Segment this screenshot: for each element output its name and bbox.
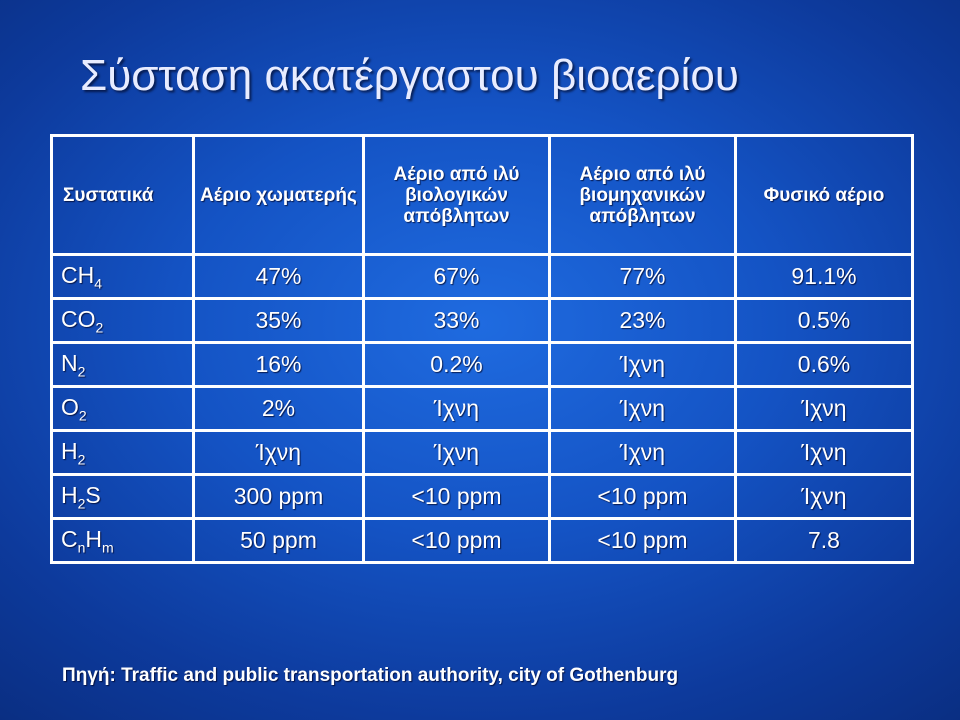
- page-title: Σύσταση ακατέργαστου βιοαερίου: [80, 51, 739, 100]
- component-name: $O_2$: [52, 387, 194, 431]
- value-cell: <10 ppm: [364, 519, 550, 563]
- header-components: Συστατικά: [52, 136, 194, 255]
- value-cell: 50 ppm: [194, 519, 364, 563]
- value-cell: 7.8: [736, 519, 913, 563]
- value-cell: 77%: [550, 255, 736, 299]
- value-cell: 23%: [550, 299, 736, 343]
- composition-table: [50, 134, 914, 564]
- table-header-row: [52, 136, 913, 255]
- component-name: $C_nH_m$: [52, 519, 194, 563]
- value-cell: 0.5%: [736, 299, 913, 343]
- table-row: [52, 431, 913, 475]
- header-landfill-gas: Αέριο χωματερής: [194, 136, 364, 255]
- value-cell: 47%: [194, 255, 364, 299]
- value-cell: Ίχνη: [194, 431, 364, 475]
- table-row: [52, 299, 913, 343]
- table-row: [52, 519, 913, 563]
- value-cell: Ίχνη: [736, 475, 913, 519]
- value-cell: 0.2%: [364, 343, 550, 387]
- component-name: $H_2$: [52, 431, 194, 475]
- value-cell: 0.6%: [736, 343, 913, 387]
- value-cell: 2%: [194, 387, 364, 431]
- value-cell: <10 ppm: [550, 475, 736, 519]
- value-cell: Ίχνη: [364, 431, 550, 475]
- header-industrial-sludge-gas: Αέριο από ιλύ βιομηχανικών απόβλητων: [550, 136, 736, 255]
- header-natural-gas: Φυσικό αέριο: [736, 136, 913, 255]
- value-cell: 91.1%: [736, 255, 913, 299]
- value-cell: 67%: [364, 255, 550, 299]
- value-cell: Ίχνη: [550, 431, 736, 475]
- header-bio-sludge-gas: Αέριο από ιλύ βιολογικών απόβλητων: [364, 136, 550, 255]
- value-cell: 33%: [364, 299, 550, 343]
- value-cell: 35%: [194, 299, 364, 343]
- table-row: [52, 475, 913, 519]
- component-name: $CH_4$: [52, 255, 194, 299]
- table-row: [52, 255, 913, 299]
- component-name: $CO_2$: [52, 299, 194, 343]
- value-cell: <10 ppm: [550, 519, 736, 563]
- table-row: [52, 343, 913, 387]
- value-cell: Ίχνη: [550, 343, 736, 387]
- value-cell: 16%: [194, 343, 364, 387]
- value-cell: Ίχνη: [736, 387, 913, 431]
- source-note: Πηγή: Traffic and public transportation authority, city of Gothenburg: [62, 665, 679, 686]
- component-name: $N_2$: [52, 343, 194, 387]
- table-row: [52, 387, 913, 431]
- value-cell: Ίχνη: [550, 387, 736, 431]
- value-cell: Ίχνη: [736, 431, 913, 475]
- value-cell: <10 ppm: [364, 475, 550, 519]
- component-name: $H_2S$: [52, 475, 194, 519]
- value-cell: Ίχνη: [364, 387, 550, 431]
- value-cell: 300 ppm: [194, 475, 364, 519]
